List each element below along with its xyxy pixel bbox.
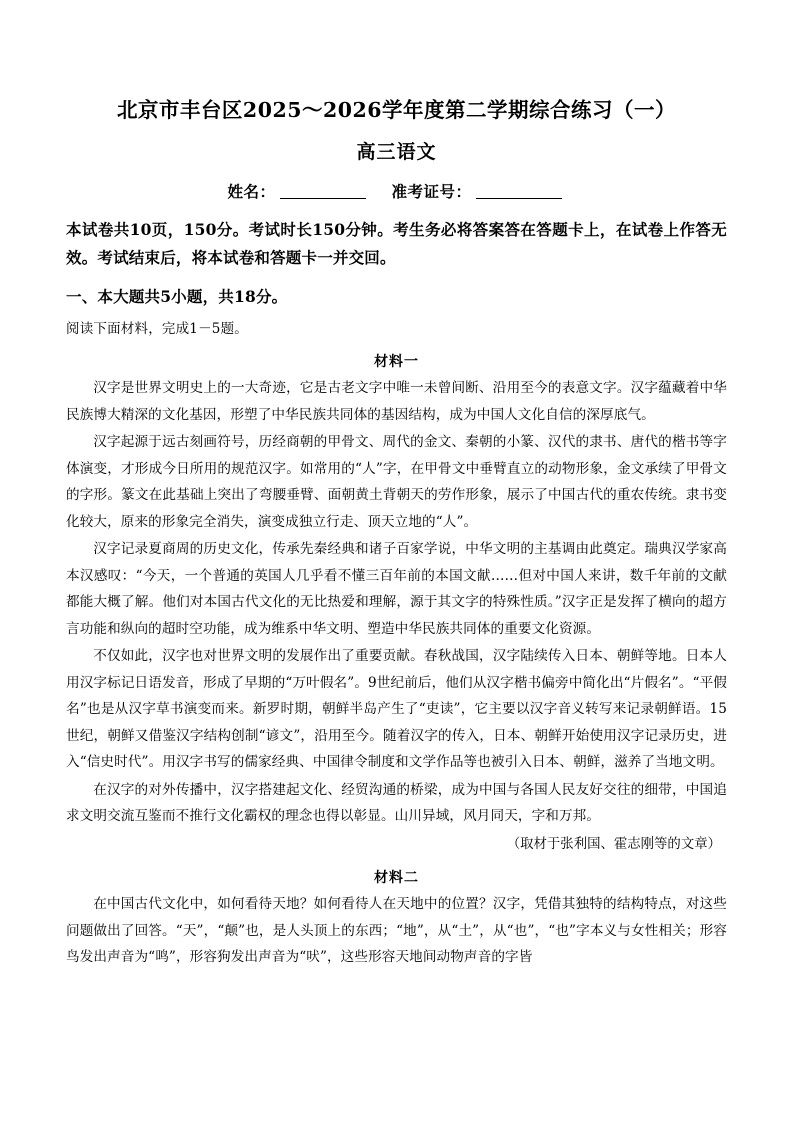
material-2-paragraph: 在中国古代文化中，如何看待天地？如何看待人在天地中的位置？汉字，凭借其独特的结构特点，对这些问题做出了回答。“天”，“颠”也，是人头顶上的东西；“地”，从“土”，从“也”，“也”字本义与女性相关；形容鸟发出声音为“鸣”，形容狗发出声音为“吠”，这些形容天地间动物声音的字皆 bbox=[66, 896, 727, 966]
material-1-paragraph: 汉字是世界文明史上的一大奇迹，它是古老文字中唯一未曾间断、沿用至今的表意文字。汉字蕴藏着中华民族博大精深的文化基因，形塑了中华民族共同体的基因结构，成为中国人文化自信的深厚底气。 bbox=[66, 380, 727, 423]
material-1-attribution: （取材于张利国、霍志刚等的文章） bbox=[506, 836, 721, 852]
material-heading-2: 材料二 bbox=[374, 870, 419, 887]
name-blank[interactable] bbox=[280, 182, 366, 199]
name-label: 姓名： bbox=[227, 181, 276, 201]
material-1-paragraph: 汉字记录夏商周的历史文化，传承先秦经典和诸子百家学说，中华文明的主基调由此奠定。瑞典汉学家高本汉感叹：“今天，一个普通的英国人几乎看不懂三百年前的本国文献……但对中国人来讲，数千年前的文献都能大概了解。他们对本国古代文化的无比热爱和理解，源于其文字的特殊性质。”汉字正是发挥了横向的超方言功能和纵向的超时空功能，成为维系中华文明、塑造中华民族共同体的重要文化资源。 bbox=[66, 541, 727, 637]
identity-line bbox=[66, 180, 727, 202]
section-heading: 一、本大题共5小题，共18分。 bbox=[66, 287, 288, 307]
material-1-paragraph: 在汉字的对外传播中，汉字搭建起文化、经贸沟通的桥梁，成为中国与各国人民友好交往的细带，中国追求文明交流互鉴而不推行文化霸权的理念也得以彰显。山川异域，风月同天，字和万邦。 bbox=[66, 781, 727, 825]
reading-prompt: 阅读下面材料，完成1－5题。 bbox=[66, 320, 248, 337]
page-subtitle: 高三语文 bbox=[356, 140, 437, 163]
material-1-paragraph: 汉字起源于远古刻画符号，历经商朝的甲骨文、周代的金文、秦朝的小篆、汉代的隶书、唐代的楷书等字体演变，才形成今日所用的规范汉字。如常用的“人”字，在甲骨文中垂臂直立的动物形象，金文承续了甲骨文的字形。篆文在此基础上突出了弯腰垂臂、面朝黄土背朝天的劳作形象，展示了中国古代的重农传统。隶书变化较大，原来的形象完全消失，演变成独立行走、顶天立地的“人”。 bbox=[66, 434, 727, 530]
ticket-label: 准考证号： bbox=[391, 181, 472, 201]
material-heading-1: 材料一 bbox=[374, 354, 419, 371]
material-1-paragraph: 不仅如此，汉字也对世界文明的发展作出了重要贡献。春秋战国，汉字陆续传入日本、朝鲜等地。日本人用汉字标记日语发音，形成了早期的“万叶假名”。9世纪前后，他们从汉字楷书偏旁中简化出“片假名”。“平假名”也是从汉字草书演变而来。新罗时期，朝鲜半岛产生了“吏读”，它主要以汉字音义转写来记录朝鲜语。15世纪，朝鲜又借鉴汉字结构创制“谚文”，沿用至今。随着汉字的传入，日本、朝鲜开始使用汉字记录历史，进入“信史时代”。用汉字书写的儒家经典、中国律令制度和文学作品等也被引入日本、朝鲜，滋养了当地文明。 bbox=[66, 648, 727, 771]
exam-instructions: 本试卷共10页，150分。考试时长150分钟。考生务必将答案答在答题卡上，在试卷上作答无效。考试结束后，将本试卷和答题卡一并交回。 bbox=[66, 219, 727, 268]
page-title: 北京市丰台区2025～2026学年度第二学期综合练习（一） bbox=[116, 98, 677, 122]
ticket-blank[interactable] bbox=[476, 182, 562, 199]
